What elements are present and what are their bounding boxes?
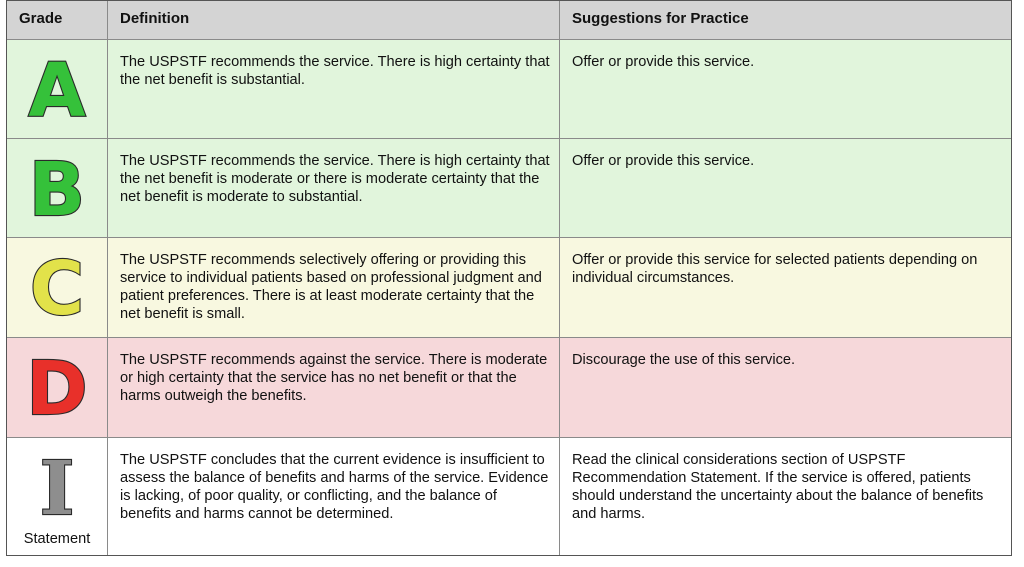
- recommendation-grades-table: [6, 0, 1012, 556]
- grade-letter-i: I: [39, 446, 75, 532]
- header-definition: Definition: [120, 10, 190, 27]
- definition-text: The USPSTF recommends against the service. There is moderate or high certainty that the service has no net benefit or that the harms outweigh the benefits.: [120, 352, 548, 404]
- suggestion-cell: [560, 238, 1011, 337]
- definition-cell: [108, 238, 560, 337]
- suggestion-text: Discourage the use of this service.: [572, 352, 796, 368]
- suggestion-text: Offer or provide this service.: [572, 153, 755, 169]
- grade-cell: [7, 139, 108, 237]
- header-grade: Grade: [19, 10, 63, 27]
- definition-text: The USPSTF recommends the service. There is high certainty that the net benefit is substantial.: [120, 54, 550, 88]
- grade-letter-b: B: [28, 147, 86, 233]
- suggestion-cell: [560, 438, 1011, 555]
- table-row-grade-b: [7, 138, 1011, 237]
- header-suggestions: Suggestions for Practice: [572, 10, 749, 27]
- grade-caption-statement: Statement: [23, 531, 91, 547]
- table-row-grade-c: [7, 237, 1011, 337]
- grade-cell: [7, 238, 108, 337]
- grade-letter-d: D: [26, 346, 88, 432]
- grade-letter-c: C: [29, 246, 85, 332]
- suggestion-text: Offer or provide this service for selected patients depending on individual circumstances.: [572, 252, 978, 286]
- table-header-row: [7, 1, 1011, 39]
- grade-letter-a: A: [28, 48, 86, 134]
- table-row-grade-d: [7, 337, 1011, 437]
- definition-text: The USPSTF recommends the service. There is high certainty that the net benefit is moderate or there is moderate certainty that the net benefit is moderate to substantial.: [120, 153, 550, 205]
- definition-cell: [108, 438, 560, 555]
- definition-cell: [108, 338, 560, 437]
- definition-cell: [108, 40, 560, 138]
- suggestion-cell: [560, 139, 1011, 237]
- definition-cell: [108, 139, 560, 237]
- definition-text: The USPSTF concludes that the current evidence is insufficient to assess the balance of benefits and harms of the service. Evidence is lacking, of poor quality, or conflicting, and the balance of benefits and harms cannot be determined.: [120, 452, 549, 522]
- suggestion-text: Offer or provide this service.: [572, 54, 755, 70]
- grade-cell: [7, 338, 108, 437]
- grade-cell: [7, 40, 108, 138]
- definition-text: The USPSTF recommends selectively offering or providing this service to individual patients based on professional judgment and patient preferences. There is at least moderate certainty that the net benefit is small.: [120, 252, 542, 322]
- suggestion-cell: [560, 40, 1011, 138]
- grade-cell: [7, 438, 108, 555]
- suggestion-cell: [560, 338, 1011, 437]
- suggestion-text: Read the clinical considerations section of USPSTF Recommendation Statement. If the service is offered, patients should understand the uncertainty about the balance of benefits and harms.: [572, 452, 984, 522]
- header-definition-cell: [108, 1, 560, 39]
- table-row-grade-a: [7, 39, 1011, 138]
- header-suggestions-cell: [560, 1, 1011, 39]
- table-row-grade-i: [7, 437, 1011, 555]
- header-grade-cell: [7, 1, 108, 39]
